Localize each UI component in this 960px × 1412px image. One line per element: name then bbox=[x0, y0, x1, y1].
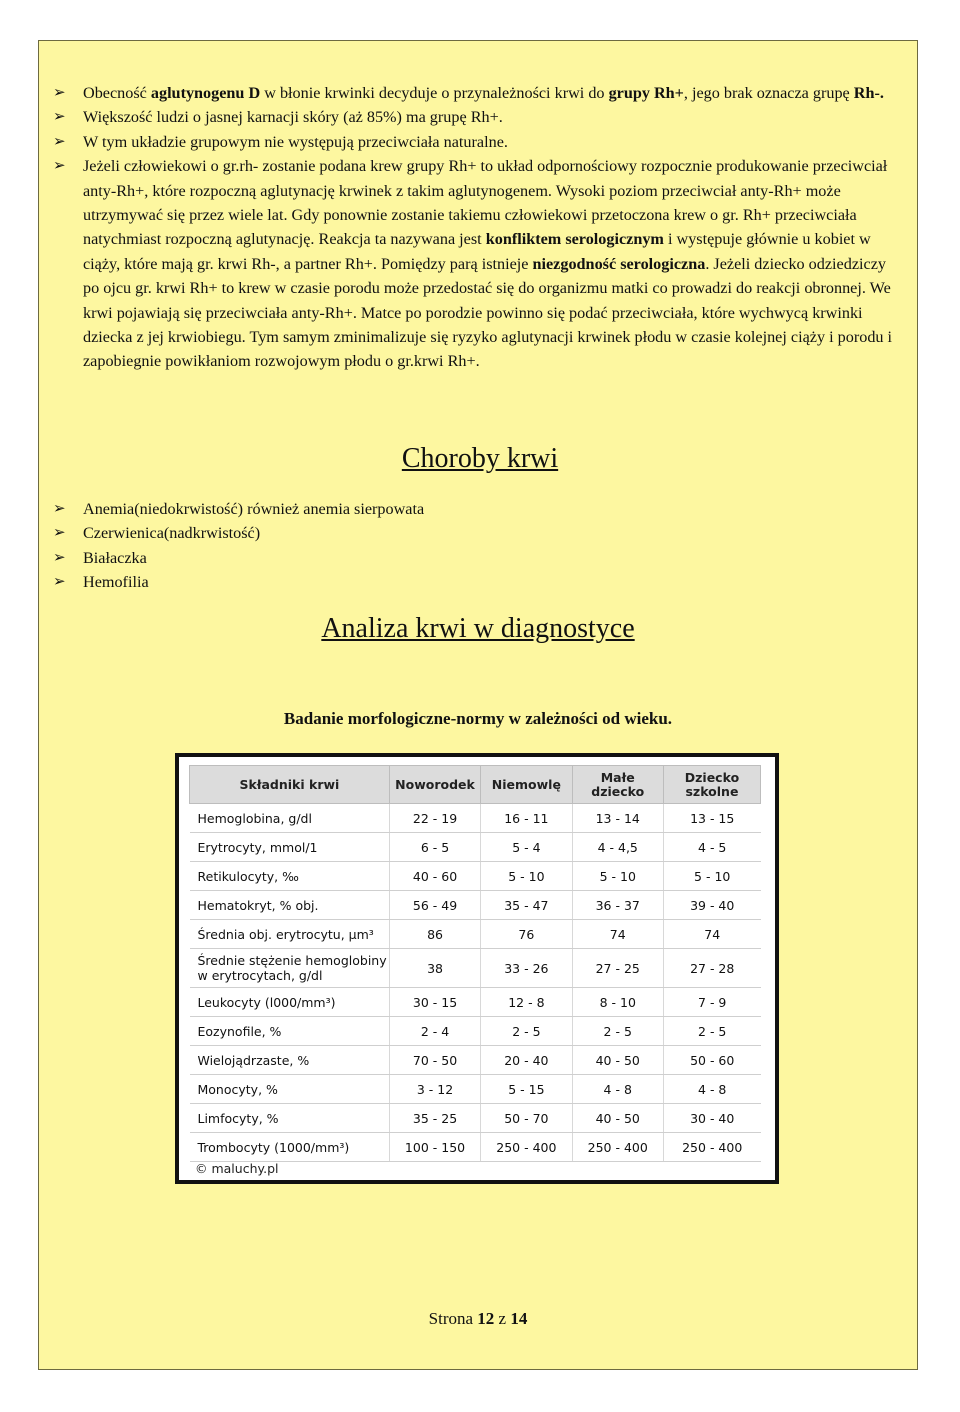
text-run: Większość ludzi o jasnej karnacji skóry (aż 85%) ma grupę Rh+. bbox=[83, 108, 503, 127]
table-cell: 2 - 5 bbox=[481, 1017, 572, 1046]
page-footer bbox=[39, 1309, 917, 1329]
column-header: Małe dziecko bbox=[572, 766, 663, 804]
table-cell: 40 - 60 bbox=[389, 862, 480, 891]
table-cell: 8 - 10 bbox=[572, 988, 663, 1017]
table-cell: 3 - 12 bbox=[389, 1075, 480, 1104]
table-row bbox=[190, 1133, 761, 1162]
table-row bbox=[190, 1075, 761, 1104]
list-item bbox=[53, 130, 893, 154]
row-label: Średnia obj. erytrocytu, µm³ bbox=[190, 920, 390, 949]
arrow-bullet-icon: ➢ bbox=[53, 158, 66, 175]
table-cell: 5 - 10 bbox=[663, 862, 760, 891]
table-header-row bbox=[190, 766, 761, 804]
text-run: Jeżeli człowiekowi o gr.rh- zostanie podana krew grupy Rh+ to układ odpornościowy rozpocznie produkowanie przeciwciał anty-Rh+, które rozpoczną aglutynację krwinek z takim aglutynogenem. Wysoki poziom przeciwciał anty-Rh+ może utrzymywać się przez wiele lat. Gdy ponownie zostanie takiemu człowiekowi przetoczona krew o gr. Rh+ przeciwciała natychmiast rozpoczną aglutynację. Reakcja ta nazywana jest bbox=[83, 157, 888, 249]
bold-term: Rh-. bbox=[853, 84, 884, 102]
rh-bullet-list bbox=[53, 81, 893, 374]
table-cell: 50 - 70 bbox=[481, 1104, 572, 1133]
table-cell: 12 - 8 bbox=[481, 988, 572, 1017]
table-cell: 76 bbox=[481, 920, 572, 949]
table-row bbox=[190, 862, 761, 891]
page-total: 14 bbox=[510, 1309, 528, 1328]
bold-term: grupy Rh+ bbox=[608, 84, 684, 102]
list-item bbox=[53, 546, 893, 570]
table-cell: 35 - 47 bbox=[481, 891, 572, 920]
table-cell: 40 - 50 bbox=[572, 1104, 663, 1133]
blood-norms-table bbox=[189, 765, 761, 1162]
table-cell: 4 - 5 bbox=[663, 833, 760, 862]
table-cell: 16 - 11 bbox=[481, 804, 572, 833]
row-label: Erytrocyty, mmol/1 bbox=[190, 833, 390, 862]
table-cell: 27 - 25 bbox=[572, 949, 663, 988]
table-cell: 70 - 50 bbox=[389, 1046, 480, 1075]
table-cell: 50 - 60 bbox=[663, 1046, 760, 1075]
arrow-bullet-icon: ➢ bbox=[53, 525, 66, 542]
table-cell: 22 - 19 bbox=[389, 804, 480, 833]
column-header: Dziecko szkolne bbox=[663, 766, 760, 804]
row-label: Trombocyty (1000/mm³) bbox=[190, 1133, 390, 1162]
list-item bbox=[53, 497, 893, 521]
table-cell: 39 - 40 bbox=[663, 891, 760, 920]
table-cell: 250 - 400 bbox=[663, 1133, 760, 1162]
table-cell: 13 - 15 bbox=[663, 804, 760, 833]
table-cell: 5 - 15 bbox=[481, 1075, 572, 1104]
arrow-bullet-icon: ➢ bbox=[53, 133, 66, 150]
table-cell: 30 - 40 bbox=[663, 1104, 760, 1133]
table-cell: 36 - 37 bbox=[572, 891, 663, 920]
document-page bbox=[38, 40, 918, 1370]
table-row bbox=[190, 891, 761, 920]
list-item bbox=[53, 81, 893, 105]
table-cell: 100 - 150 bbox=[389, 1133, 480, 1162]
table-cell: 2 - 5 bbox=[572, 1017, 663, 1046]
table-cell: 35 - 25 bbox=[389, 1104, 480, 1133]
list-item bbox=[53, 105, 893, 129]
row-label: Hemoglobina, g/dl bbox=[190, 804, 390, 833]
table-cell: 40 - 50 bbox=[572, 1046, 663, 1075]
arrow-bullet-icon: ➢ bbox=[53, 549, 66, 566]
disease-label: Białaczka bbox=[83, 548, 147, 567]
arrow-bullet-icon: ➢ bbox=[53, 109, 66, 126]
table-cell: 2 - 4 bbox=[389, 1017, 480, 1046]
table-cell: 4 - 4,5 bbox=[572, 833, 663, 862]
list-item bbox=[53, 570, 893, 594]
table-cell: 2 - 5 bbox=[663, 1017, 760, 1046]
row-label: Średnie stężenie hemoglobiny w erytrocytach, g/dl bbox=[190, 949, 390, 988]
table-cell: 38 bbox=[389, 949, 480, 988]
table-cell: 27 - 28 bbox=[663, 949, 760, 988]
footer-separator: z bbox=[494, 1309, 511, 1328]
list-item bbox=[53, 521, 893, 545]
text-run: i występuje głównie u kobiet w ciąży, które mają gr. krwi Rh-, a partner Rh+. Pomiędzy parą istnieje bbox=[83, 230, 871, 273]
disease-label: Hemofilia bbox=[83, 573, 149, 592]
table-cell: 74 bbox=[572, 920, 663, 949]
table-cell: 5 - 10 bbox=[481, 862, 572, 891]
text-run: . Jeżeli dziecko odziedziczy po ojcu gr. krwi Rh+ to krew w czasie porodu może przedostać się do organizmu matki co prowadzi do reakcji obronnej. We krwi pojawiają się przeciwciała anty-Rh+. Matce po porodzie powinno się podać przeciwciała, które wychwycą krwinki dziecka z jej krwiobiegu. Tym samym zminimalizuje się ryzyko aglutynacji krwinek płodu w czasie kolejnej ciąży i porodu i zapobiegnie powikłaniom rozwojowym płodu o gr.krwi Rh+. bbox=[83, 254, 893, 371]
row-label: Eozynofile, % bbox=[190, 1017, 390, 1046]
table-cell: 7 - 9 bbox=[663, 988, 760, 1017]
table-cell: 30 - 15 bbox=[389, 988, 480, 1017]
diseases-list bbox=[53, 497, 893, 595]
source-credit: © maluchy.pl bbox=[195, 1161, 279, 1176]
table-row bbox=[190, 804, 761, 833]
table-row bbox=[190, 1046, 761, 1075]
row-label: Hematokryt, % obj. bbox=[190, 891, 390, 920]
arrow-bullet-icon: ➢ bbox=[53, 501, 66, 517]
row-label: Retikulocyty, ‰ bbox=[190, 862, 390, 891]
bold-term: konfliktem serologicznym bbox=[485, 230, 664, 249]
table-cell: 33 - 26 bbox=[481, 949, 572, 988]
table-row bbox=[190, 920, 761, 949]
row-label: Limfocyty, % bbox=[190, 1104, 390, 1133]
table-caption: Badanie morfologiczne-normy w zależności od wieku. bbox=[283, 709, 673, 728]
table-cell: 4 - 8 bbox=[572, 1075, 663, 1104]
row-label: Leukocyty (l000/mm³) bbox=[190, 988, 390, 1017]
column-header: Niemowlę bbox=[481, 766, 572, 804]
table-cell: 250 - 400 bbox=[572, 1133, 663, 1162]
table-row bbox=[190, 833, 761, 862]
table-cell: 250 - 400 bbox=[481, 1133, 572, 1162]
table-cell: 4 - 8 bbox=[663, 1075, 760, 1104]
table-cell: 13 - 14 bbox=[572, 804, 663, 833]
blood-norms-table-image bbox=[175, 753, 779, 1184]
column-header: Składniki krwi bbox=[190, 766, 390, 804]
disease-label: Anemia(niedokrwistość) również anemia sierpowata bbox=[83, 500, 425, 518]
list-item bbox=[53, 154, 893, 374]
table-row bbox=[190, 1017, 761, 1046]
table-row bbox=[190, 949, 761, 988]
heading-diseases: Choroby krwi bbox=[401, 443, 559, 474]
text-run: , jego brak oznacza grupę bbox=[683, 84, 854, 102]
table-row bbox=[190, 988, 761, 1017]
table-cell: 5 - 10 bbox=[572, 862, 663, 891]
bold-term: aglutynogenu D bbox=[150, 84, 261, 102]
table-cell: 5 - 4 bbox=[481, 833, 572, 862]
arrow-bullet-icon: ➢ bbox=[53, 574, 66, 591]
footer-prefix: Strona bbox=[428, 1309, 478, 1328]
disease-label: Czerwienica(nadkrwistość) bbox=[83, 524, 261, 543]
text-run: Obecność bbox=[83, 84, 151, 102]
text-run: w błonie krwinki decyduje o przynależności krwi do bbox=[260, 84, 609, 102]
bold-term: niezgodność serologiczna bbox=[532, 254, 706, 273]
page-number: 12 bbox=[477, 1309, 495, 1328]
table-cell: 74 bbox=[663, 920, 760, 949]
table-row bbox=[190, 1104, 761, 1133]
table-cell: 6 - 5 bbox=[389, 833, 480, 862]
text-run: W tym układzie grupowym nie występują przeciwciała naturalne. bbox=[83, 132, 508, 151]
heading-analysis: Analiza krwi w diagnostyce bbox=[321, 613, 635, 644]
table-cell: 56 - 49 bbox=[389, 891, 480, 920]
arrow-bullet-icon: ➢ bbox=[53, 85, 66, 101]
row-label: Monocyty, % bbox=[190, 1075, 390, 1104]
row-label: Wielojądrzaste, % bbox=[190, 1046, 390, 1075]
table-cell: 86 bbox=[389, 920, 480, 949]
column-header: Noworodek bbox=[389, 766, 480, 804]
table-cell: 20 - 40 bbox=[481, 1046, 572, 1075]
